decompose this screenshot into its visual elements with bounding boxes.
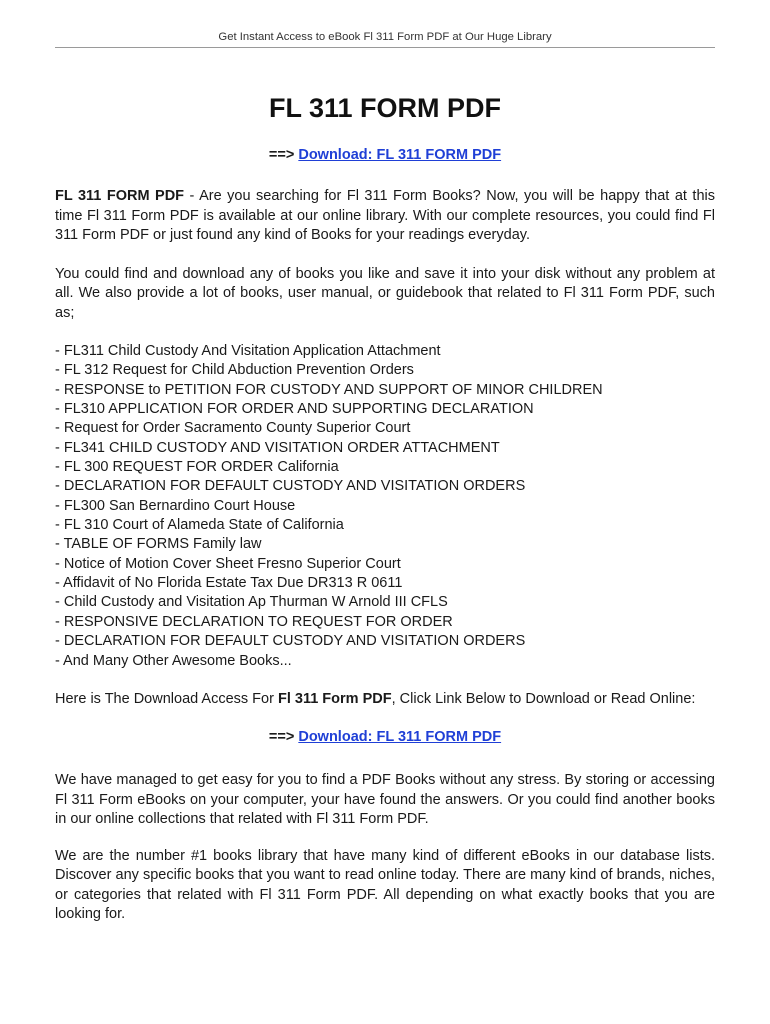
- book-list-item: - RESPONSIVE DECLARATION TO REQUEST FOR ORDER: [55, 613, 453, 630]
- book-list-item: - FL 310 Court of Alameda State of California: [55, 517, 344, 534]
- library-paragraph: We are the number #1 books library that have many kind of different eBooks in our database lists. Discover any specific books that you want to read online today. There are many kind of brands, niches, or categories that related with Fl 311 Form PDF. All depending on what exactly books that you are looking for.: [55, 847, 715, 923]
- download-line-top: [55, 146, 715, 165]
- book-list-item: - FL300 San Bernardino Court House: [55, 497, 296, 514]
- intro-bold-title: FL 311 FORM PDF: [55, 188, 185, 204]
- book-list-item: - DECLARATION FOR DEFAULT CUSTODY AND VISITATION ORDERS: [55, 633, 526, 650]
- book-list-item: - DECLARATION FOR DEFAULT CUSTODY AND VISITATION ORDERS: [55, 478, 526, 495]
- access-bold: Fl 311 Form PDF: [277, 690, 392, 707]
- document-body: [55, 92, 715, 925]
- download-line-bottom: [55, 728, 715, 747]
- header-divider: [55, 47, 715, 48]
- download-prefix: ==>: [268, 729, 295, 746]
- intro-paragraph: [55, 187, 715, 246]
- book-list-item: - Affidavit of No Florida Estate Tax Due DR313 R 0611: [55, 575, 403, 592]
- book-list-item: - Request for Order Sacramento County Superior Court: [55, 420, 411, 437]
- book-list-item: - FL 300 REQUEST FOR ORDER California: [55, 459, 339, 476]
- book-list-item: - FL310 APPLICATION FOR ORDER AND SUPPORTING DECLARATION: [55, 401, 534, 418]
- download-prefix: ==>: [268, 147, 295, 163]
- book-list-item: - FL341 CHILD CUSTODY AND VISITATION ORDER ATTACHMENT: [55, 439, 500, 456]
- description-paragraph: You could find and download any of books you like and save it into your disk without any problem at all. We also provide a lot of books, user manual, or guidebook that related to Fl 311 Form PDF, such as;: [55, 265, 715, 321]
- book-list-item: - Notice of Motion Cover Sheet Fresno Superior Court: [55, 555, 401, 572]
- book-list-item: - Child Custody and Visitation Ap Thurman W Arnold III CFLS: [55, 594, 448, 611]
- book-list: [55, 342, 715, 671]
- stress-free-paragraph: We have managed to get easy for you to find a PDF Books without any stress. By storing or accessing Fl 311 Form eBooks on your computer, your have found the answers. Or you could find another books in our online collections that related with Fl 311 Form PDF.: [55, 772, 715, 828]
- book-list-item: - FL 312 Request for Child Abduction Prevention Orders: [55, 362, 414, 379]
- download-link-bottom[interactable]: Download: FL 311 FORM PDF: [298, 729, 502, 746]
- page-header: Get Instant Access to eBook Fl 311 Form PDF at Our Huge Library: [218, 31, 552, 43]
- download-link-top[interactable]: Download: FL 311 FORM PDF: [298, 147, 502, 163]
- page-title: FL 311 FORM PDF: [268, 93, 502, 123]
- book-list-item: - TABLE OF FORMS Family law: [55, 536, 262, 553]
- access-text-before: Here is The Download Access For: [55, 690, 278, 707]
- book-list-item: - FL311 Child Custody And Visitation Application Attachment: [55, 343, 441, 359]
- access-text-after: , Click Link Below to Download or Read Online:: [391, 690, 696, 707]
- intro-text: - Are you searching for Fl 311 Form Books? Now, you will be happy that at this time Fl 311 Form PDF is available at our online library. With our complete resources, you could find Fl 311 Form PDF or just found any kind of Books for your readings everyday.: [55, 188, 715, 243]
- book-list-item: - RESPONSE to PETITION FOR CUSTODY AND SUPPORT OF MINOR CHILDREN: [55, 381, 603, 398]
- book-list-item: - And Many Other Awesome Books...: [55, 652, 292, 669]
- download-access-paragraph: [55, 690, 715, 710]
